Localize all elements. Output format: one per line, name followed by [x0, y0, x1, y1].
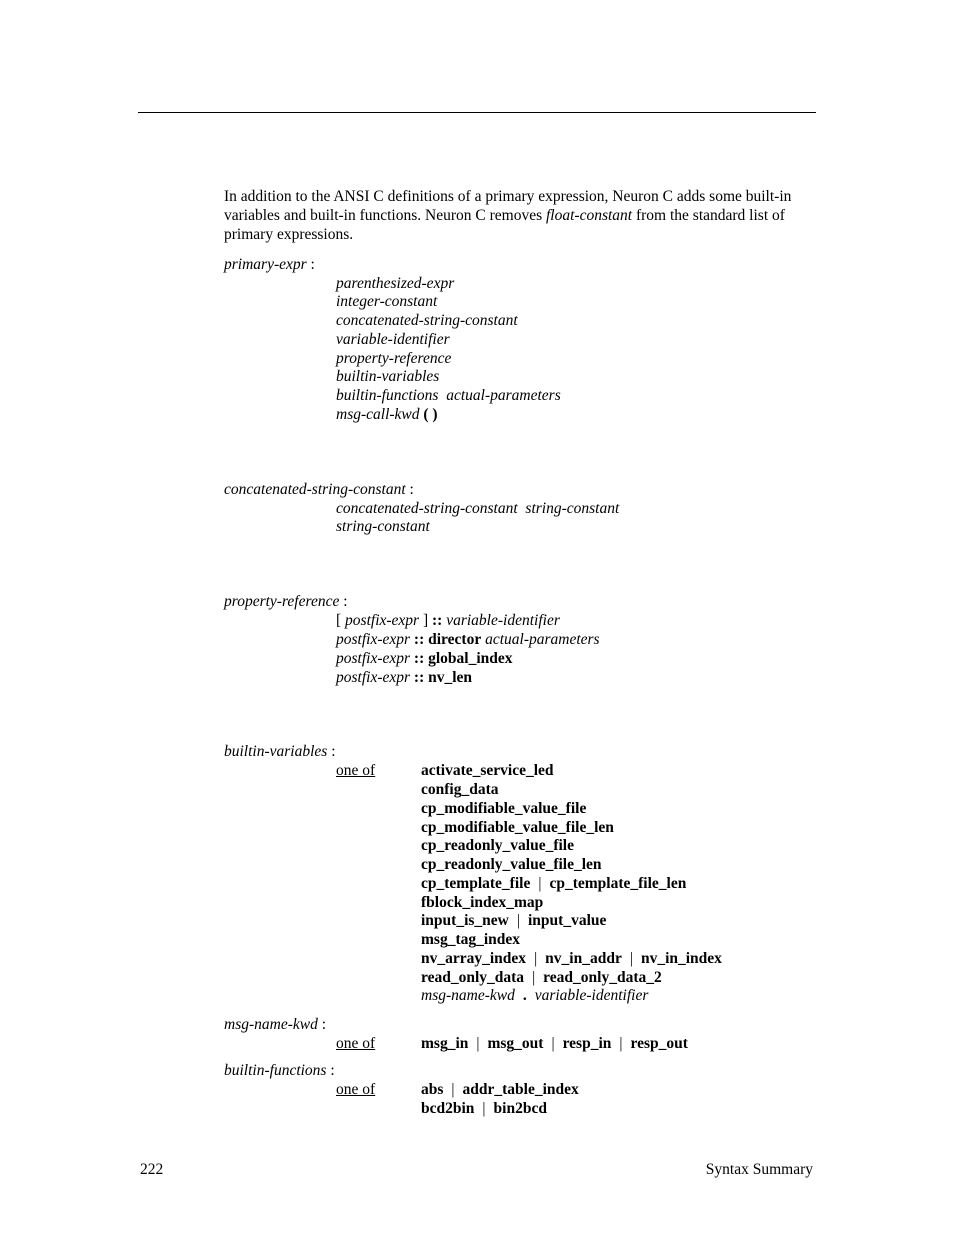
keyword-line: [421, 874, 686, 893]
keyword-line: [421, 949, 722, 968]
keyword: cp_template_file: [421, 875, 531, 892]
production-line: string-constant: [336, 518, 430, 535]
keyword-line: [421, 911, 606, 930]
keyword: msg_in: [421, 1035, 469, 1052]
keyword: resp_out: [630, 1035, 688, 1052]
production-line: [336, 386, 561, 405]
keyword-line: cp_readonly_value_file_len: [421, 856, 602, 873]
propref-heading: [224, 592, 348, 611]
keyword: nv_len: [428, 669, 473, 686]
nonterminal-name: property-reference: [224, 593, 340, 610]
keyword: msg_out: [487, 1035, 544, 1052]
colon: :: [331, 743, 336, 760]
alt-separator: |: [538, 875, 542, 892]
concat-heading: [224, 480, 414, 499]
one-of-label: one of: [336, 1081, 376, 1098]
keyword: resp_in: [562, 1035, 612, 1052]
primary-expr-heading: [224, 255, 315, 274]
alt-separator: |: [532, 969, 536, 986]
colon: :: [409, 481, 414, 498]
one-of-label: one of: [336, 1035, 376, 1052]
nonterminal-name: msg-name-kwd: [224, 1016, 318, 1033]
term: builtin-functions: [336, 387, 439, 404]
production-line: property-reference: [336, 350, 452, 367]
msg-name-kwd-heading: [224, 1015, 326, 1034]
keyword: nv_in_addr: [545, 950, 622, 967]
colon: :: [321, 1016, 327, 1033]
production-line: integer-constant: [336, 293, 438, 310]
production-line: parenthesized-expr: [336, 275, 455, 292]
bracket-open: [: [336, 612, 342, 629]
alt-separator: |: [534, 950, 538, 967]
bracket-close: ]: [422, 612, 429, 629]
alt-separator: |: [619, 1035, 623, 1052]
keyword: read_only_data_2: [543, 969, 662, 986]
keyword: addr_table_index: [462, 1081, 579, 1098]
nonterminal-name: concatenated-string-constant: [224, 481, 406, 498]
colon: :: [310, 256, 315, 273]
keyword-line: cp_readonly_value_file: [421, 837, 574, 854]
keyword: nv_in_index: [640, 950, 722, 967]
parens-token: ( ): [423, 406, 438, 423]
alt-separator: |: [516, 912, 520, 929]
scope-token: ::: [413, 650, 425, 667]
production-line: [336, 649, 513, 668]
keyword-line: fblock_index_map: [421, 894, 544, 911]
keyword: abs: [421, 1081, 444, 1098]
intro-term: float-constant: [545, 207, 633, 224]
footer-section-title: Syntax Summary: [705, 1161, 813, 1178]
intro-text-1: In addition to the ANSI C definitions of a primary expression, Neuron C adds some built-in variables and built-in functions. Neuron C removes: [224, 188, 792, 224]
keyword-line: [421, 1034, 688, 1053]
keyword-line: msg_tag_index: [421, 931, 521, 948]
header-rule: [138, 112, 816, 113]
keyword: nv_array_index: [421, 950, 527, 967]
colon: :: [330, 1062, 335, 1079]
term: postfix-expr: [336, 669, 411, 686]
colon: :: [343, 593, 348, 610]
scope-token: ::: [432, 612, 443, 629]
one-of-label: one of: [336, 762, 376, 779]
term: concatenated-string-constant: [336, 500, 518, 517]
nonterminal-name: primary-expr: [224, 256, 307, 273]
keyword-line: activate_service_led: [421, 762, 554, 779]
production-line: [336, 611, 560, 630]
alt-separator: |: [476, 1035, 480, 1052]
keyword-line: [421, 1080, 579, 1099]
term: postfix-expr: [345, 612, 420, 629]
keyword: input_is_new: [421, 912, 509, 929]
keyword: read_only_data: [421, 969, 525, 986]
keyword: bcd2bin: [421, 1100, 475, 1117]
term: postfix-expr: [336, 650, 411, 667]
alt-separator: |: [451, 1081, 455, 1098]
nonterminal-name: builtin-variables: [224, 743, 328, 760]
builtin-funcs-heading: [224, 1061, 335, 1080]
production-line: builtin-variables: [336, 368, 440, 385]
production-line: variable-identifier: [336, 331, 450, 348]
keyword: global_index: [428, 650, 513, 667]
intro-paragraph: [224, 187, 814, 244]
dot-token: .: [522, 987, 527, 1004]
builtin-vars-heading: [224, 742, 336, 761]
term: msg-call-kwd: [336, 406, 420, 423]
alt-separator: |: [629, 950, 633, 967]
term: msg-name-kwd: [421, 987, 515, 1004]
keyword: cp_template_file_len: [549, 875, 687, 892]
term: string-constant: [525, 500, 620, 517]
production-line: concatenated-string-constant: [336, 312, 518, 329]
term: variable-identifier: [534, 987, 649, 1004]
keyword-line: [421, 1099, 547, 1118]
scope-token: ::: [413, 669, 425, 686]
term: variable-identifier: [446, 612, 560, 629]
production-line: [336, 630, 600, 649]
alt-separator: |: [482, 1100, 486, 1117]
page-number: 222: [140, 1161, 164, 1178]
keyword-line: cp_modifiable_value_file: [421, 800, 587, 817]
keyword: bin2bcd: [493, 1100, 547, 1117]
term: actual-parameters: [446, 387, 561, 404]
term: actual-parameters: [485, 631, 600, 648]
keyword: director: [428, 631, 482, 648]
keyword-line: [421, 968, 662, 987]
intro-text-2: from the standard list of primary expressions.: [224, 207, 785, 243]
alt-separator: |: [551, 1035, 555, 1052]
production-line: [421, 986, 648, 1005]
keyword-line: cp_modifiable_value_file_len: [421, 819, 614, 836]
nonterminal-name: builtin-functions: [224, 1062, 327, 1079]
term: postfix-expr: [336, 631, 411, 648]
scope-token: ::: [413, 631, 425, 648]
keyword: input_value: [527, 912, 607, 929]
keyword-line: config_data: [421, 781, 499, 798]
production-line: [336, 499, 619, 518]
production-line: [336, 405, 438, 424]
production-line: [336, 668, 472, 687]
